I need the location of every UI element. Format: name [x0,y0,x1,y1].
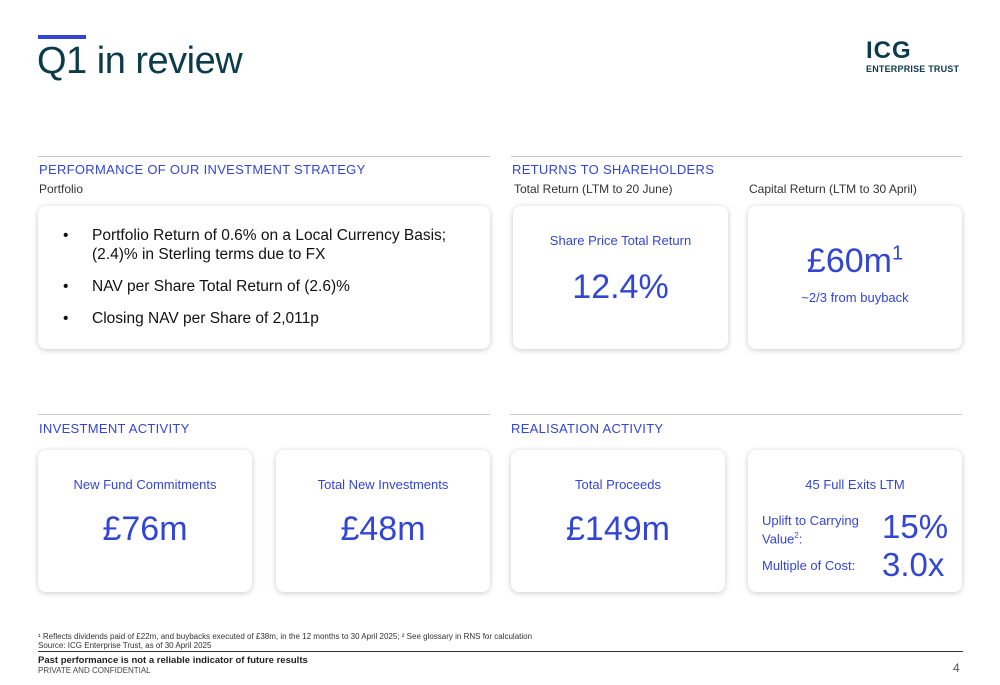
fund-commitments-card [38,450,252,592]
share-price-label: Share Price Total Return [549,233,692,248]
portfolio-card [38,206,490,349]
total-return-subtitle: Total Return (LTM to 20 June) [514,182,673,196]
performance-divider [38,156,490,157]
logo-main-text: ICG [866,37,912,64]
total-proceeds-label: Total Proceeds [575,477,661,492]
multiple-of-cost-label: Multiple of Cost: [762,558,856,573]
full-exits-label: 45 Full Exits LTM [805,477,905,492]
multiple-of-cost-value: 3.0x [882,546,945,583]
footer-divider [38,651,963,652]
bullet-item [60,277,474,296]
bullet-text: Portfolio Return of 0.6% on a Local Currency Basis; (2.4)% in Sterling terms due to FX [92,227,447,263]
bullet-text: Closing NAV per Share of 2,011p [92,310,319,327]
capital-return-value-wrap [748,242,962,281]
capital-return-value: £60m [806,242,892,280]
page-title: Q1 in review [37,40,243,82]
fund-commitments-label: New Fund Commitments [73,477,217,492]
full-exits-card [748,450,962,592]
capital-return-card [748,206,962,349]
share-price-card [513,206,728,349]
new-investments-label: Total New Investments [317,477,449,492]
bullet-item [60,309,474,328]
realisation-divider [510,414,962,415]
returns-section-title: RETURNS TO SHAREHOLDERS [512,162,715,177]
bullet-dot: • [63,278,69,295]
source-note: Source: ICG Enterprise Trust, as of 30 April 2025 [38,641,212,650]
portfolio-subtitle: Portfolio [39,182,84,196]
bullet-item [60,226,474,264]
capital-return-subtitle: Capital Return (LTM to 30 April) [749,182,917,196]
page-number: 4 [953,661,960,675]
portfolio-bullet-list [60,226,474,341]
capital-return-footnote-ref: 1 [891,242,904,265]
fund-commitments-value: £76m [102,510,188,548]
capital-return-note: ~2/3 from buyback [801,290,909,305]
uplift-value: 15% [882,508,949,545]
realisation-section-title: REALISATION ACTIVITY [511,421,664,436]
investment-section-title: INVESTMENT ACTIVITY [39,421,190,436]
returns-divider [511,156,962,157]
uplift-label-line2: Value [762,531,795,547]
total-proceeds-card [511,450,725,592]
new-investments-value: £48m [340,510,426,548]
bullet-dot: • [63,310,69,327]
uplift-label-line2-wrap [762,528,859,546]
uplift-label [762,513,859,546]
uplift-label-line1: Uplift to Carrying [762,513,859,528]
new-investments-card [276,450,490,592]
company-logo [866,38,966,74]
investment-divider [38,414,490,415]
uplift-footnote-ref: 2 [794,531,799,540]
performance-section-title: PERFORMANCE OF OUR INVESTMENT STRATEGY [39,162,366,177]
footnote: ¹ Reflects dividends paid of £22m, and buybacks executed of £38m, in the 12 months to 30 April 2025; ² See glossary in RNS for calculation [38,632,533,641]
share-price-value: 12.4% [572,268,669,306]
bullet-text: NAV per Share Total Return of (2.6)% [92,278,350,295]
bullet-dot: • [63,227,69,244]
total-proceeds-value: £149m [566,510,670,548]
performance-disclaimer: Past performance is not a reliable indicator of future results [38,655,308,666]
title-accent-bar [38,35,86,39]
uplift-colon: : [798,531,803,547]
logo-sub-text: ENTERPRISE TRUST [866,64,960,74]
confidential-label: PRIVATE AND CONFIDENTIAL [38,666,151,675]
